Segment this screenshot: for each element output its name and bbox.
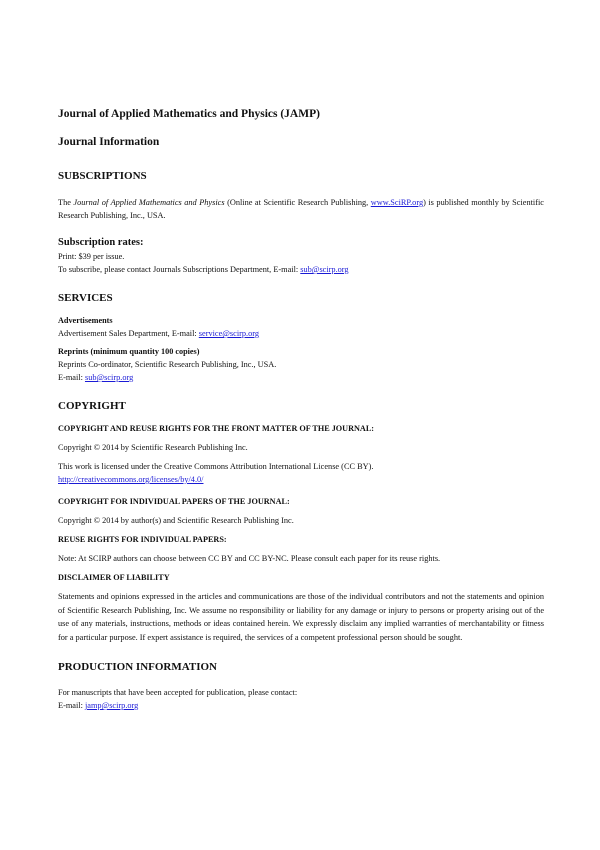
subscriptions-email-link[interactable]: sub@scirp.org: [300, 265, 349, 274]
copyright-heading: COPYRIGHT: [58, 400, 126, 412]
production-text: For manuscripts that have been accepted for publication, please contact:: [58, 688, 298, 697]
journal-title: Journal of Applied Mathematics and Physics (JAMP): [58, 108, 320, 120]
individual-papers-copyright: Copyright © 2014 by author(s) and Scientific Research Publishing Inc.: [58, 516, 294, 525]
front-matter-heading: COPYRIGHT AND REUSE RIGHTS FOR THE FRONT MATTER OF THE JOURNAL:: [58, 424, 375, 433]
reuse-rights-heading: REUSE RIGHTS FOR INDIVIDUAL PAPERS:: [58, 535, 227, 544]
advertisements-heading: Advertisements: [58, 316, 113, 325]
subscriptions-paragraph: [58, 196, 544, 222]
production-email-line: [58, 699, 544, 712]
reprints-heading: Reprints (minimum quantity 100 copies): [58, 347, 200, 356]
scirp-link[interactable]: www.SciRP.org: [370, 198, 424, 207]
subscriptions-heading: SUBSCRIPTIONS: [58, 170, 147, 182]
journal-name-italic: Journal of Applied Mathematics and Physics: [73, 198, 225, 207]
disclaimer-text: Statements and opinions expressed in the articles and communications are those of the individual contributors and not the statements and opinion of Scientific Research Publishing, Inc. We assume no responsibility or liability for any damage or injury to persons or property arising out of the use of any materials, instructions, methods or ideas contained herein. We expressly disclaim any implied warranties of merchantability or fitness for a particular purpose. If expert assistance is required, the services of a competent professional person should be sought.: [58, 592, 544, 642]
subscriptions-text-before: The: [58, 198, 74, 207]
production-heading: PRODUCTION INFORMATION: [58, 661, 217, 673]
services-heading: SERVICES: [58, 292, 113, 304]
production-email-link[interactable]: jamp@scirp.org: [84, 701, 139, 710]
subscribe-contact-text: To subscribe, please contact Journals Subscriptions Department, E-mail:: [58, 265, 301, 274]
subscription-rates-heading: Subscription rates:: [58, 237, 144, 248]
subscribe-contact: [58, 263, 544, 276]
advertisements-text: Advertisement Sales Department, E-mail:: [58, 329, 199, 338]
reprints-line: Reprints Co-ordinator, Scientific Research Publishing, Inc., USA.: [58, 360, 277, 369]
disclaimer-heading: DISCLAIMER OF LIABILITY: [58, 573, 170, 582]
license-link-line: [58, 473, 544, 486]
production-email-label: E-mail:: [58, 701, 85, 710]
subscriptions-text-middle: (Online at Scientific Research Publishing,: [224, 198, 371, 207]
reprints-email-label: E-mail:: [58, 373, 85, 382]
license-text: This work is licensed under the Creative Commons Attribution International License (CC BY).: [58, 462, 374, 471]
individual-papers-heading: COPYRIGHT FOR INDIVIDUAL PAPERS OF THE JOURNAL:: [58, 497, 290, 506]
reprints-email-line: [58, 371, 544, 384]
advertisements-line: [58, 327, 544, 340]
reprints-email-link[interactable]: sub@scirp.org: [84, 373, 134, 382]
print-rate: Print: $39 per issue.: [58, 252, 125, 261]
reuse-rights-text: Note: At SCIRP authors can choose between CC BY and CC BY-NC. Please consult each paper for its reuse rights.: [58, 554, 441, 563]
subscriptions-text-after: ) is published monthly by Scientific Research Publishing, Inc., USA.: [58, 198, 544, 220]
document-content: [58, 106, 544, 712]
license-link[interactable]: http://creativecommons.org/licenses/by/4.0/: [58, 475, 204, 484]
front-matter-copyright: Copyright © 2014 by Scientific Research Publishing Inc.: [58, 443, 248, 452]
journal-info-heading: Journal Information: [58, 136, 160, 148]
service-email-link[interactable]: service@scirp.org: [198, 329, 260, 338]
